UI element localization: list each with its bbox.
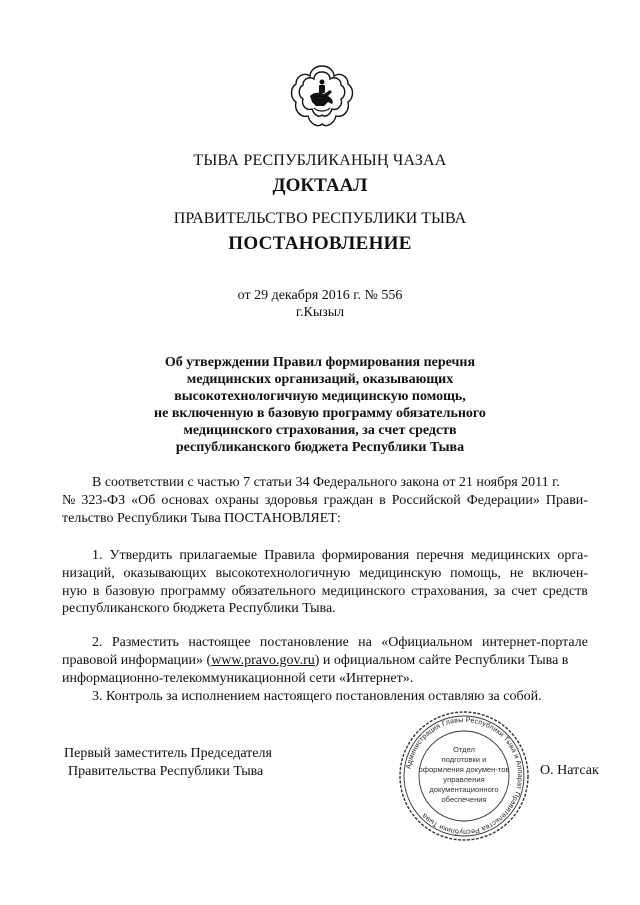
word: прилагаемые bbox=[179, 548, 258, 563]
word: «Об bbox=[131, 492, 156, 508]
stamp-inner-line: документационного bbox=[429, 785, 499, 794]
word: не bbox=[509, 565, 524, 581]
word: постановление bbox=[259, 635, 349, 650]
title-line: республиканского бюджета Республики Тыва bbox=[175, 440, 465, 455]
word: перечня bbox=[416, 548, 464, 563]
word: орга- bbox=[557, 548, 588, 563]
tuva-document-type: ДОКТААЛ bbox=[272, 175, 368, 196]
text-line: В соответствии с частью 7 статьи 34 Федерального закона от 21 ноября 2011 г. bbox=[92, 475, 560, 490]
word: обязательного bbox=[231, 583, 316, 599]
word: охраны bbox=[215, 492, 259, 508]
word: Прави- bbox=[545, 492, 588, 508]
text-line bbox=[62, 634, 588, 652]
word: 2. bbox=[92, 635, 103, 650]
word: на bbox=[358, 635, 372, 650]
position-line: Первый заместитель Председателя bbox=[64, 746, 272, 761]
stamp-inner-line: оформления докумен-тов bbox=[418, 765, 510, 774]
position-line: Правительства Республики Тыва bbox=[68, 764, 264, 779]
word: страхования, bbox=[411, 583, 488, 599]
title-line: медицинских организаций, оказывающих bbox=[186, 372, 454, 387]
text-line bbox=[62, 547, 588, 565]
text-segment: ) и официальном сайте Республики Тыва в bbox=[314, 652, 569, 668]
russian-government-name: ПРАВИТЕЛЬСТВО РЕСПУБЛИКИ ТЫВА bbox=[173, 210, 467, 227]
word: базовую bbox=[105, 583, 155, 599]
word: средств bbox=[542, 583, 588, 599]
text-line: информационно-телекоммуникационной сети «Интернет». bbox=[62, 670, 414, 686]
document-date-number: от 29 декабря 2016 г. № 556 bbox=[237, 288, 403, 303]
document-city: г.Кызыл bbox=[295, 305, 345, 320]
title-line: высокотехнологичную медицинскую помощь, bbox=[174, 389, 466, 404]
word: помощь, bbox=[450, 565, 501, 581]
word: низаций, bbox=[62, 565, 115, 581]
word: медицинскую bbox=[359, 565, 442, 581]
text-line: 3. Контроль за исполнением настоящего постановления оставляю за собой. bbox=[92, 689, 542, 704]
word: ную bbox=[62, 583, 87, 599]
text-line bbox=[62, 565, 588, 583]
title-line: медицинского страхования, за счет средств bbox=[183, 423, 457, 438]
text-line bbox=[62, 492, 588, 510]
word: настоящее bbox=[188, 635, 251, 650]
document-title bbox=[100, 354, 540, 456]
stamp-inner-line: Отдел bbox=[453, 745, 475, 754]
word: 1. bbox=[92, 548, 103, 563]
russian-document-type: ПОСТАНОВЛЕНИЕ bbox=[228, 233, 412, 254]
official-stamp bbox=[396, 708, 532, 844]
word: «Официальном bbox=[381, 635, 473, 650]
word: медицинского bbox=[321, 583, 406, 599]
stamp-inner-line: обеспечения bbox=[441, 795, 487, 804]
clause-3-paragraph bbox=[62, 688, 588, 706]
pravo-gov-link[interactable]: www.pravo.gov.ru bbox=[211, 652, 315, 668]
word: формирования bbox=[321, 548, 410, 563]
word: высокотехнологичную bbox=[215, 565, 351, 581]
clause-1-paragraph bbox=[62, 547, 588, 618]
stamp-inner-line: подготовки и bbox=[441, 755, 487, 764]
word: Российской bbox=[391, 492, 461, 508]
text-segment: правовой информации» ( bbox=[62, 652, 212, 668]
title-line: не включенную в базовую программу обязательного bbox=[154, 406, 486, 421]
word: программу bbox=[160, 583, 226, 599]
signatory-name: О. Натсак bbox=[540, 763, 599, 778]
word: здоровья bbox=[264, 492, 318, 508]
word: включен- bbox=[532, 565, 588, 581]
word: основах bbox=[161, 492, 210, 508]
signatory-position bbox=[64, 745, 272, 781]
word: граждан bbox=[323, 492, 374, 508]
word: счет bbox=[511, 583, 537, 599]
stamp-ring-text: Администрация Главы Республики Тыва и Аппарат Правительства Республики Тыва bbox=[405, 716, 524, 836]
text-line: тельство Республики Тыва ПОСТАНОВЛЯЕТ: bbox=[62, 510, 341, 526]
text-line bbox=[62, 652, 588, 670]
word: Разместить bbox=[111, 635, 179, 650]
word: интернет-портале bbox=[482, 635, 588, 650]
word: 323-ФЗ bbox=[81, 492, 126, 508]
word: оказывающих bbox=[123, 565, 207, 581]
text-line: республиканского бюджета Республики Тыва. bbox=[62, 601, 336, 617]
word: за bbox=[493, 583, 506, 599]
word: Правила bbox=[264, 548, 315, 563]
tuva-government-name: ТЫВА РЕСПУБЛИКАНЫҢ ЧАЗАА bbox=[193, 152, 447, 169]
text-line bbox=[62, 583, 588, 601]
clause-2-paragraph bbox=[62, 634, 588, 687]
preamble-paragraph bbox=[62, 474, 588, 527]
word: в bbox=[379, 492, 386, 508]
word: № bbox=[62, 492, 76, 508]
coat-of-arms-emblem bbox=[286, 60, 358, 132]
word: медицинских bbox=[470, 548, 551, 563]
word: Федерации» bbox=[466, 492, 540, 508]
word: Утвердить bbox=[109, 548, 173, 563]
title-line: Об утверждении Правил формирования перечня bbox=[164, 355, 476, 370]
word: в bbox=[92, 583, 100, 599]
stamp-inner-line: управления bbox=[443, 775, 485, 784]
